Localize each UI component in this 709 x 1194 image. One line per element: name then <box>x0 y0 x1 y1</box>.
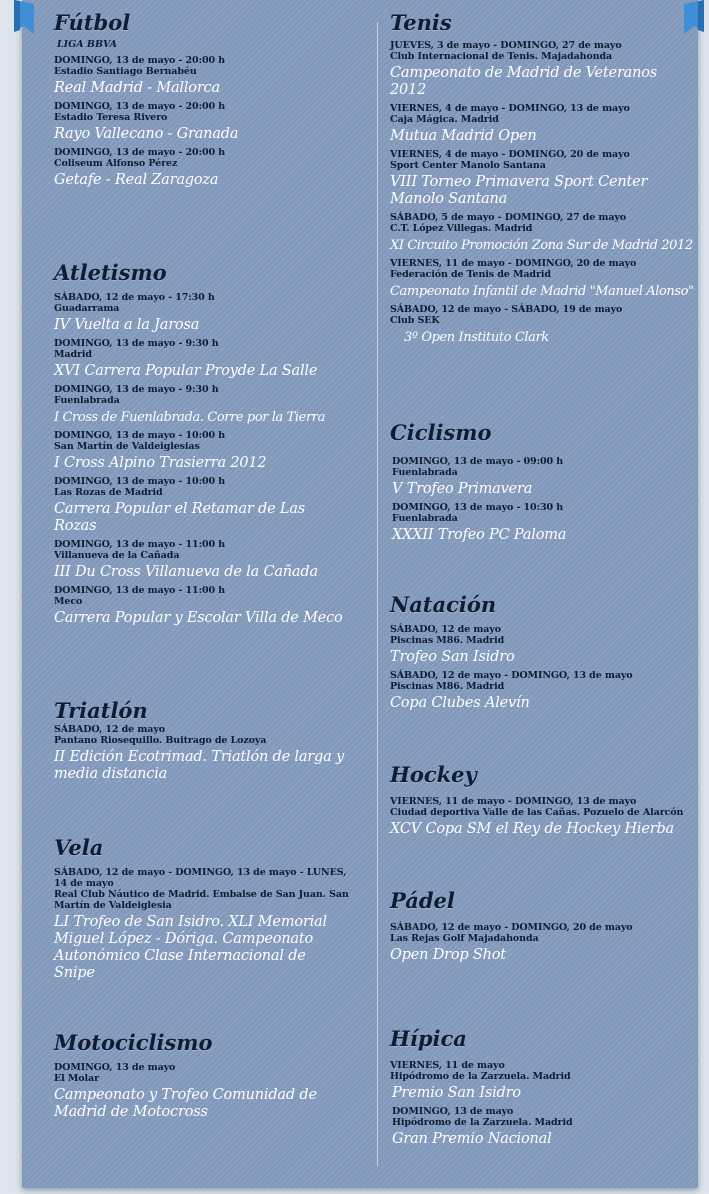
event-date: DOMINGO, 13 de mayo - 11:00 h <box>54 539 226 550</box>
section-tenis <box>390 10 694 350</box>
event-venue: C.T. López Villegas. Madrid <box>390 223 533 234</box>
event-date: DOMINGO, 13 de mayo <box>54 1062 176 1073</box>
event-name: XCV Copa SM el Rey de Hockey Hierba <box>390 821 674 837</box>
event-date: SÁBADO, 12 de mayo <box>54 724 165 735</box>
section-title-ciclismo: Ciclismo <box>390 420 492 445</box>
event-venue: Guadarrama <box>54 303 120 314</box>
event-venue: San Martín de Valdeiglesias <box>54 441 200 452</box>
section-triatlon <box>54 698 350 787</box>
event-date: VIERNES, 11 de mayo - DOMINGO, 20 de mayo <box>390 258 637 269</box>
event-name: Campeonato Infantil de Madrid "Manuel Alonso" <box>390 284 694 299</box>
event-date: JUEVES, 3 de mayo - DOMINGO, 27 de mayo <box>390 40 622 51</box>
event-venue: Fuenlabrada <box>54 395 120 406</box>
event-venue: Madrid <box>54 349 92 360</box>
event-venue: Hipódromo de la Zarzuela. Madrid <box>392 1117 573 1128</box>
event-name: Carrera Popular el Retamar de Las Rozas <box>54 501 306 534</box>
section-title-futbol: Fútbol <box>54 10 131 35</box>
event-item <box>54 585 350 627</box>
event-date: DOMINGO, 13 de mayo - 20:00 h <box>54 101 226 112</box>
event-item <box>390 149 694 208</box>
event-date: DOMINGO, 13 de mayo - 10:00 h <box>54 430 226 441</box>
event-venue: Hipódromo de la Zarzuela. Madrid <box>390 1071 571 1082</box>
section-natacion <box>390 592 694 716</box>
event-name: Rayo Vallecano - Granada <box>54 126 239 142</box>
event-item <box>54 55 350 97</box>
event-date: DOMINGO, 13 de mayo <box>392 1106 514 1117</box>
schedule-panel <box>22 0 698 1188</box>
event-name: IV Vuelta a la Jarosa <box>54 317 200 333</box>
event-name: III Du Cross Villanueva de la Cañada <box>54 564 318 580</box>
event-date: DOMINGO, 13 de mayo - 20:00 h <box>54 147 226 158</box>
event-venue: Caja Mágica. Madrid <box>390 114 499 125</box>
event-date: VIERNES, 11 de mayo <box>390 1060 505 1071</box>
event-name: Mutua Madrid Open <box>390 128 537 144</box>
section-hipica <box>390 1026 694 1152</box>
event-venue: Las Rejas Golf Majadahonda <box>390 933 539 944</box>
event-date: DOMINGO, 13 de mayo - 10:00 h <box>54 476 226 487</box>
event-name: I Cross Alpino Trasierra 2012 <box>54 455 267 471</box>
event-name: XI Circuito Promoción Zona Sur de Madrid 2012 <box>390 238 693 253</box>
section-hockey <box>390 762 694 842</box>
event-item <box>54 539 350 581</box>
event-name: Carrera Popular y Escolar Villa de Meco <box>54 610 343 626</box>
event-venue: Piscinas M86. Madrid <box>390 635 505 646</box>
event-name: Premio San Isidro <box>392 1085 521 1101</box>
event-date: SÁBADO, 5 de mayo - DOMINGO, 27 de mayo <box>390 212 627 223</box>
event-name: I Cross de Fuenlabrada. Corre por la Tierra <box>54 410 325 425</box>
event-item <box>390 456 694 498</box>
section-title-hipica: Hípica <box>390 1026 467 1051</box>
event-venue: Real Club Náutico de Madrid. Embalse de San Juan. San Martín de Valdeiglesia <box>54 889 349 911</box>
section-futbol <box>54 10 350 193</box>
event-date: SÁBADO, 12 de mayo <box>390 624 501 635</box>
event-venue: Piscinas M86. Madrid <box>390 681 505 692</box>
event-venue: Estadio Teresa Rivero <box>54 112 168 123</box>
event-item <box>390 304 694 346</box>
event-date: DOMINGO, 13 de mayo - 9:30 h <box>54 338 219 349</box>
event-name: Open Drop Shot <box>390 947 506 963</box>
league-label: LIGA BBVA <box>57 39 117 50</box>
event-venue: Federación de Tenis de Madrid <box>390 269 551 280</box>
event-name: Campeonato de Madrid de Veteranos 2012 <box>390 65 658 98</box>
event-name: Campeonato y Trofeo Comunidad de Madrid de Motocross <box>54 1087 317 1120</box>
section-atletismo <box>54 260 350 631</box>
event-name: Real Madrid - Mallorca <box>54 80 220 96</box>
event-venue: Las Rozas de Madrid <box>54 487 163 498</box>
event-venue: Ciudad deportiva Valle de las Cañas. Pozuelo de Alarcón <box>390 807 684 818</box>
event-item <box>54 292 350 334</box>
event-venue: Sport Center Manolo Santana <box>390 160 546 171</box>
event-date: VIERNES, 4 de mayo - DOMINGO, 20 de mayo <box>390 149 630 160</box>
event-date: SÁBADO, 12 de mayo - DOMINGO, 13 de mayo <box>390 670 633 681</box>
event-item <box>390 103 694 145</box>
event-venue: Club Internacional de Tenis. Majadahonda <box>390 51 613 62</box>
event-name: VIII Torneo Primavera Sport Center Manolo Santana <box>390 174 648 207</box>
section-title-triatlon: Triatlón <box>54 698 148 723</box>
event-name: V Trofeo Primavera <box>392 481 533 497</box>
event-name: XXXII Trofeo PC Paloma <box>392 527 567 543</box>
section-title-natacion: Natación <box>390 592 497 617</box>
event-venue: Club SEK <box>390 315 440 326</box>
event-item <box>390 212 694 254</box>
section-title-padel: Pádel <box>390 888 455 913</box>
event-venue: Fuenlabrada <box>392 513 458 524</box>
event-item <box>390 922 694 964</box>
event-date: DOMINGO, 13 de mayo - 11:00 h <box>54 585 226 596</box>
event-venue: Coliseum Alfonso Pérez <box>54 158 178 169</box>
event-date: DOMINGO, 13 de mayo - 20:00 h <box>54 55 226 66</box>
section-title-hockey: Hockey <box>390 762 477 787</box>
section-title-atletismo: Atletismo <box>54 260 167 285</box>
event-item <box>54 338 350 380</box>
section-title-motociclismo: Motociclismo <box>54 1030 213 1055</box>
column-divider <box>377 22 378 1166</box>
section-title-tenis: Tenis <box>390 10 452 35</box>
event-venue: Estadio Santiago Bernabéu <box>54 66 197 77</box>
event-date: SÁBADO, 12 de mayo - SÁBADO, 19 de mayo <box>390 304 623 315</box>
section-motociclismo <box>54 1030 350 1125</box>
event-name: 3º Open Instituto Clark <box>404 330 549 345</box>
event-item <box>390 502 694 544</box>
event-item <box>54 384 350 426</box>
event-date: DOMINGO, 13 de mayo - 9:30 h <box>54 384 219 395</box>
event-item <box>54 147 350 189</box>
event-name: LI Trofeo de San Isidro. XLI Memorial Miguel López - Dóriga. Campeonato Autonómico Clase Internacional de Snipe <box>54 914 327 981</box>
section-ciclismo <box>390 420 694 548</box>
event-date: VIERNES, 11 de mayo - DOMINGO, 13 de mayo <box>390 796 637 807</box>
event-item <box>54 867 350 982</box>
event-item <box>54 101 350 143</box>
event-name: Copa Clubes Alevín <box>390 695 530 711</box>
event-item <box>390 1060 694 1102</box>
event-item <box>54 430 350 472</box>
event-name: Trofeo San Isidro <box>390 649 515 665</box>
event-venue: Villanueva de la Cañada <box>54 550 180 561</box>
event-item <box>390 796 694 838</box>
ribbon-icon <box>12 0 34 36</box>
event-venue: Pantano Riosequillo. Buitrago de Lozoya <box>54 735 267 746</box>
section-title-vela: Vela <box>54 835 104 860</box>
event-item <box>390 40 694 99</box>
event-item <box>390 624 694 666</box>
event-name: XVI Carrera Popular Proyde La Salle <box>54 363 318 379</box>
event-item <box>54 724 350 783</box>
event-name: Gran Premio Nacional <box>392 1131 552 1147</box>
event-date: SÁBADO, 12 de mayo - DOMINGO, 13 de mayo - LUNES, 14 de mayo <box>54 867 347 889</box>
event-name: II Edición Ecotrimad. Triatlón de larga y media distancia <box>54 749 344 782</box>
event-name: Getafe - Real Zaragoza <box>54 172 219 188</box>
event-item <box>390 1106 694 1148</box>
event-item <box>390 670 694 712</box>
section-vela <box>54 835 350 986</box>
event-item <box>54 476 350 535</box>
event-item <box>54 1062 350 1121</box>
event-date: DOMINGO, 13 de mayo - 09:00 h <box>392 456 564 467</box>
event-venue: Meco <box>54 596 83 607</box>
event-date: SÁBADO, 12 de mayo - 17:30 h <box>54 292 215 303</box>
event-date: VIERNES, 4 de mayo - DOMINGO, 13 de mayo <box>390 103 630 114</box>
ribbon-icon <box>684 0 706 36</box>
event-venue: Fuenlabrada <box>392 467 458 478</box>
event-venue: El Molar <box>54 1073 99 1084</box>
event-item <box>390 258 694 300</box>
event-date: DOMINGO, 13 de mayo - 10:30 h <box>392 502 564 513</box>
event-date: SÁBADO, 12 de mayo - DOMINGO, 20 de mayo <box>390 922 633 933</box>
section-padel <box>390 888 694 968</box>
